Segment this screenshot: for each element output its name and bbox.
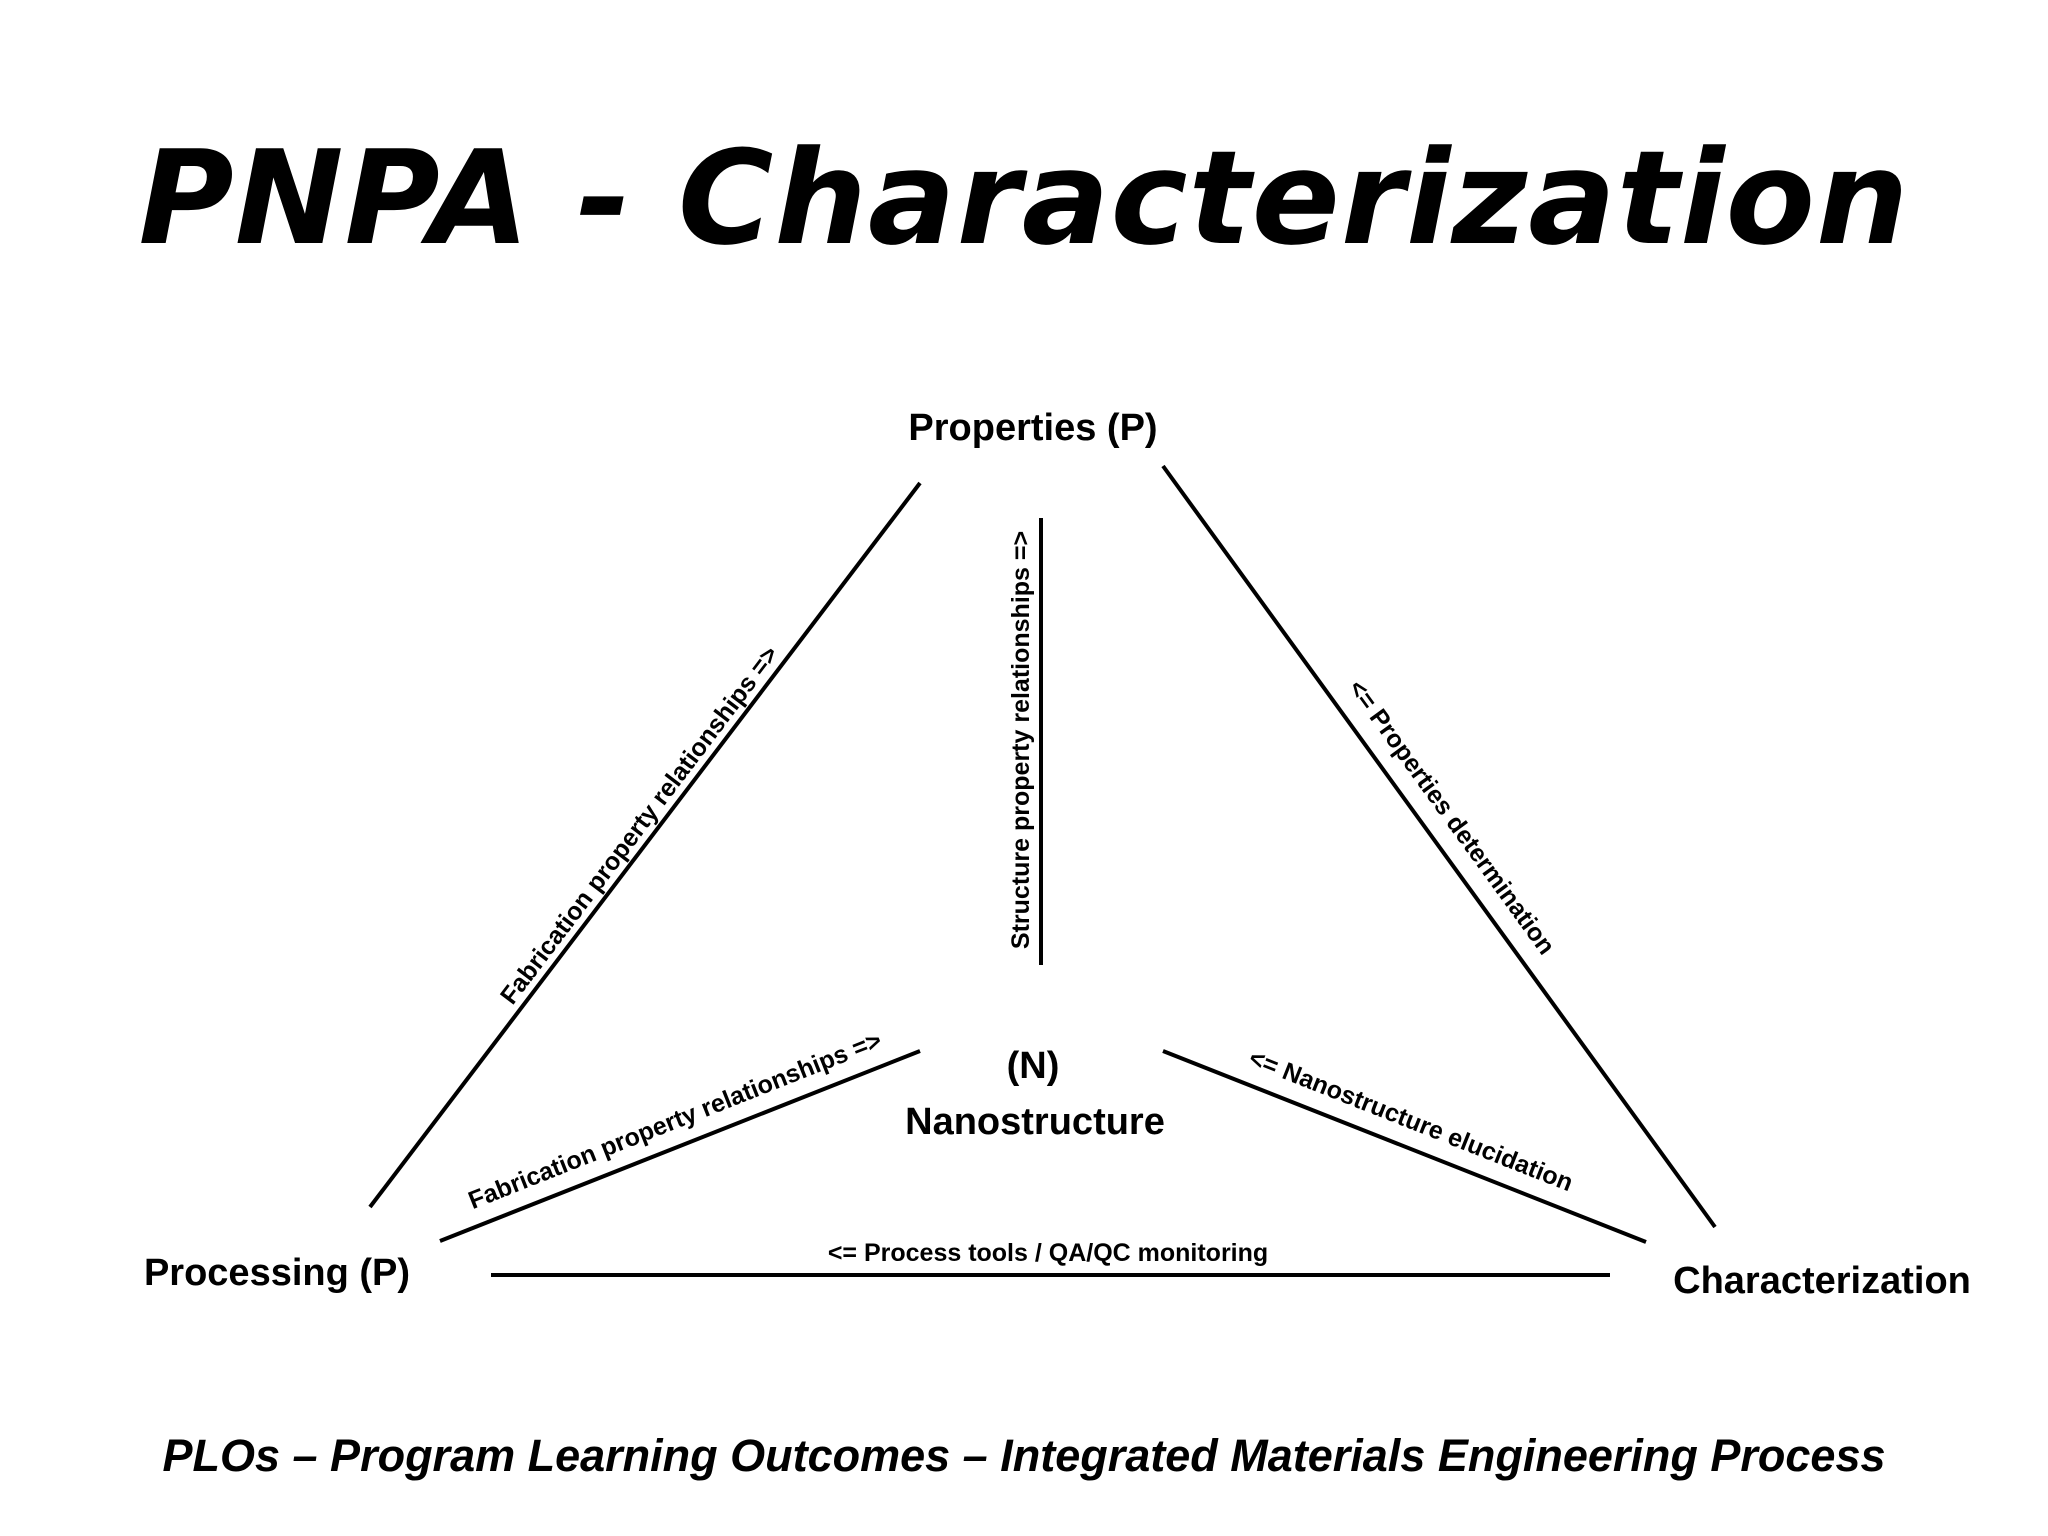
- node-properties: Properties (P): [908, 407, 1158, 449]
- node-characterization: Characterization: [1673, 1260, 1971, 1302]
- edge-line-processing-properties: [370, 483, 920, 1207]
- edge-label-processing-properties: Fabrication property relationships =>: [494, 640, 785, 1010]
- edge-label-characterization-properties: <= Properties determination: [1342, 674, 1561, 960]
- edge-label-structure-properties: Structure property relationships =>: [1007, 530, 1035, 950]
- page-title: PNPA - Characterization: [138, 122, 1910, 274]
- edge-label-characterization-nanostructure: <= Nanostructure elucidation: [1244, 1043, 1577, 1198]
- edge-label-characterization-processing: <= Process tools / QA/QC monitoring: [827, 1239, 1269, 1267]
- node-nanostructure-symbol: (N): [1006, 1045, 1060, 1087]
- footer-caption: PLOs – Program Learning Outcomes – Integrated Materials Engineering Process: [162, 1430, 1886, 1481]
- edge-label-processing-nanostructure: Fabrication property relationships =>: [464, 1026, 886, 1215]
- edge-line-characterization-properties: [1163, 466, 1715, 1227]
- node-nanostructure: Nanostructure: [905, 1101, 1165, 1143]
- node-processing: Processing (P): [143, 1252, 411, 1294]
- edge-line-processing-nanostructure: [440, 1051, 920, 1241]
- edge-line-characterization-nanostructure: [1163, 1051, 1646, 1242]
